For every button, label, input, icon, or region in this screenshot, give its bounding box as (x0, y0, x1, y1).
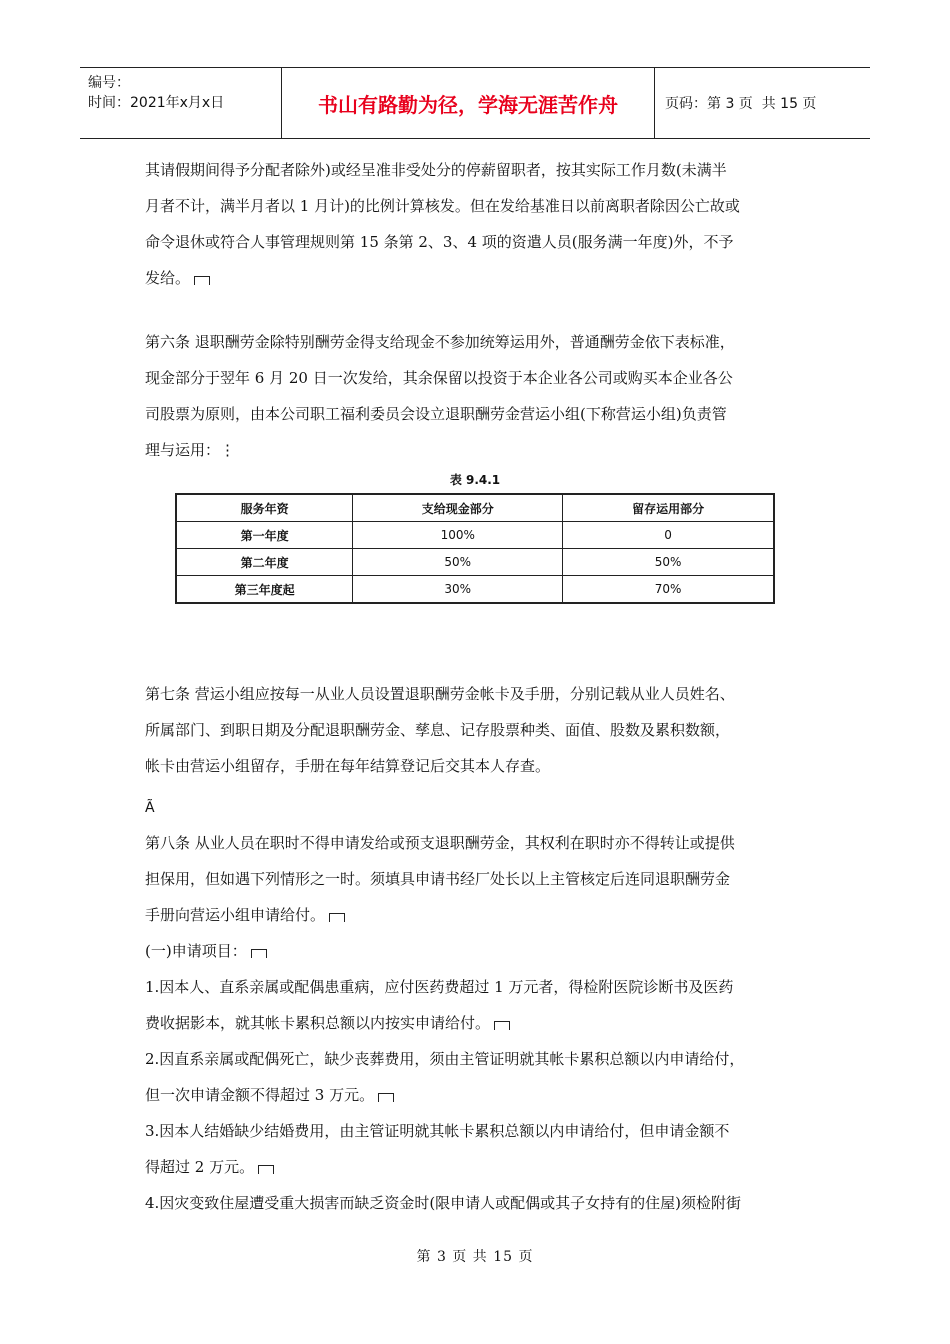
text-line: 发给。 (145, 269, 191, 287)
text-line: 现金部分于翌年 6 月 20 日一次发给，其余保留以投资于本企业各公司或购买本企业各公 (145, 369, 733, 387)
table-row (176, 522, 774, 549)
table-row (176, 576, 774, 604)
table-cell: 第一年度 (176, 522, 353, 549)
table-header-cell: 支给现金部分 (353, 494, 563, 522)
table-cell: 30% (353, 576, 563, 604)
text-line: 命令退休或符合人事管理规则第 15 条第 2、3、4 项的资遣人员(服务满一年度)外，不予 (145, 233, 734, 251)
table-cell: 50% (563, 549, 774, 576)
text-line: 所属部门、到职日期及分配退职酬劳金、孳息、记存股票种类、面值、股数及累积数额， (145, 721, 731, 739)
text-line: 手册向营运小组申请给付。 (145, 906, 326, 924)
text-line: 司股票为原则，由本公司职工福利委员会设立退职酬劳金营运小组(下称营运小组)负责管 (145, 405, 727, 423)
table-header-cell: 留存运用部分 (563, 494, 774, 522)
paragraph-mark-icon (378, 1093, 394, 1102)
article-6 (145, 324, 815, 468)
text-line: 月者不计，满半月者以 1 月计)的比例计算核发。但在发给基准日以前离职者除因公亡故或 (145, 197, 740, 215)
text-line: 1.因本人、直系亲属或配偶患重病，应付医药费超过 1 万元者，得检附医院诊断书及医药 (145, 978, 734, 996)
serial-label: 编号： (88, 75, 130, 91)
table-cell: 0 (563, 522, 774, 549)
table-row (176, 549, 774, 576)
motto: 书山有路勤为径，学海无涯苦作舟 (282, 68, 655, 138)
page-header (80, 67, 870, 139)
article-8 (145, 825, 815, 1221)
allocation-table (175, 493, 775, 604)
table-cell: 第二年度 (176, 549, 353, 576)
text-line: (一)申请项目： (145, 942, 247, 960)
table-header-cell: 服务年资 (176, 494, 353, 522)
header-info-cell (80, 68, 282, 138)
table-cell: 70% (563, 576, 774, 604)
page-code: 页码：第 3 页 共 15 页 (665, 96, 817, 112)
text-line: 担保用，但如遇下列情形之一时。须填具申请书经厂处长以上主管核定后连同退职酬劳金 (145, 870, 731, 888)
paragraph-continuation (145, 152, 815, 296)
paragraph-mark-icon (494, 1021, 510, 1030)
paragraph-mark-icon (251, 949, 267, 958)
text-line: 第八条 从业人员在职时不得申请发给或预支退职酬劳金，其权利在职时亦不得转让或提供 (145, 834, 735, 852)
stray-character: Ã (145, 800, 155, 816)
time-label: 时间：2021年x月x日 (88, 95, 225, 111)
paragraph-mark-icon (258, 1165, 274, 1174)
table-cell: 100% (353, 522, 563, 549)
table-header-row (176, 494, 774, 522)
paragraph-mark-icon (194, 276, 210, 285)
text-line: 3.因本人结婚缺少结婚费用，由主管证明就其帐卡累积总额以内申请给付，但申请金额不 (145, 1122, 730, 1140)
text-line: 帐卡由营运小组留存，手册在每年结算登记后交其本人存查。 (145, 757, 551, 775)
paragraph-mark-icon (329, 913, 345, 922)
page-code-cell (655, 68, 870, 138)
table-cell: 第三年度起 (176, 576, 353, 604)
text-line: 理与运用：⋮ (145, 441, 236, 459)
table-cell: 50% (353, 549, 563, 576)
text-line: 4.因灾变致住屋遭受重大损害而缺乏资金时(限申请人或配偶或其子女持有的住屋)须检附街 (145, 1194, 742, 1212)
table-caption: 表 9.4.1 (449, 473, 501, 487)
article-7 (145, 676, 815, 784)
text-line: 第七条 营运小组应按每一从业人员设置退职酬劳金帐卡及手册，分别记载从业人员姓名、 (145, 685, 735, 703)
text-line: 但一次申请金额不得超过 3 万元。 (145, 1086, 375, 1104)
text-line: 第六条 退职酬劳金除特别酬劳金得支给现金不参加统筹运用外，普通酬劳金依下表标准， (145, 333, 735, 351)
page-footer: 第 3 页 共 15 页 (416, 1249, 534, 1265)
text-line: 其请假期间得予分配者除外)或经呈准非受处分的停薪留职者，按其实际工作月数(未满半 (145, 161, 727, 179)
text-line: 2.因直系亲属或配偶死亡，缺少丧葬费用，须由主管证明就其帐卡累积总额以内申请给付， (145, 1050, 745, 1068)
text-line: 费收据影本，就其帐卡累积总额以内按实申请给付。 (145, 1014, 491, 1032)
text-line: 得超过 2 万元。 (145, 1158, 255, 1176)
